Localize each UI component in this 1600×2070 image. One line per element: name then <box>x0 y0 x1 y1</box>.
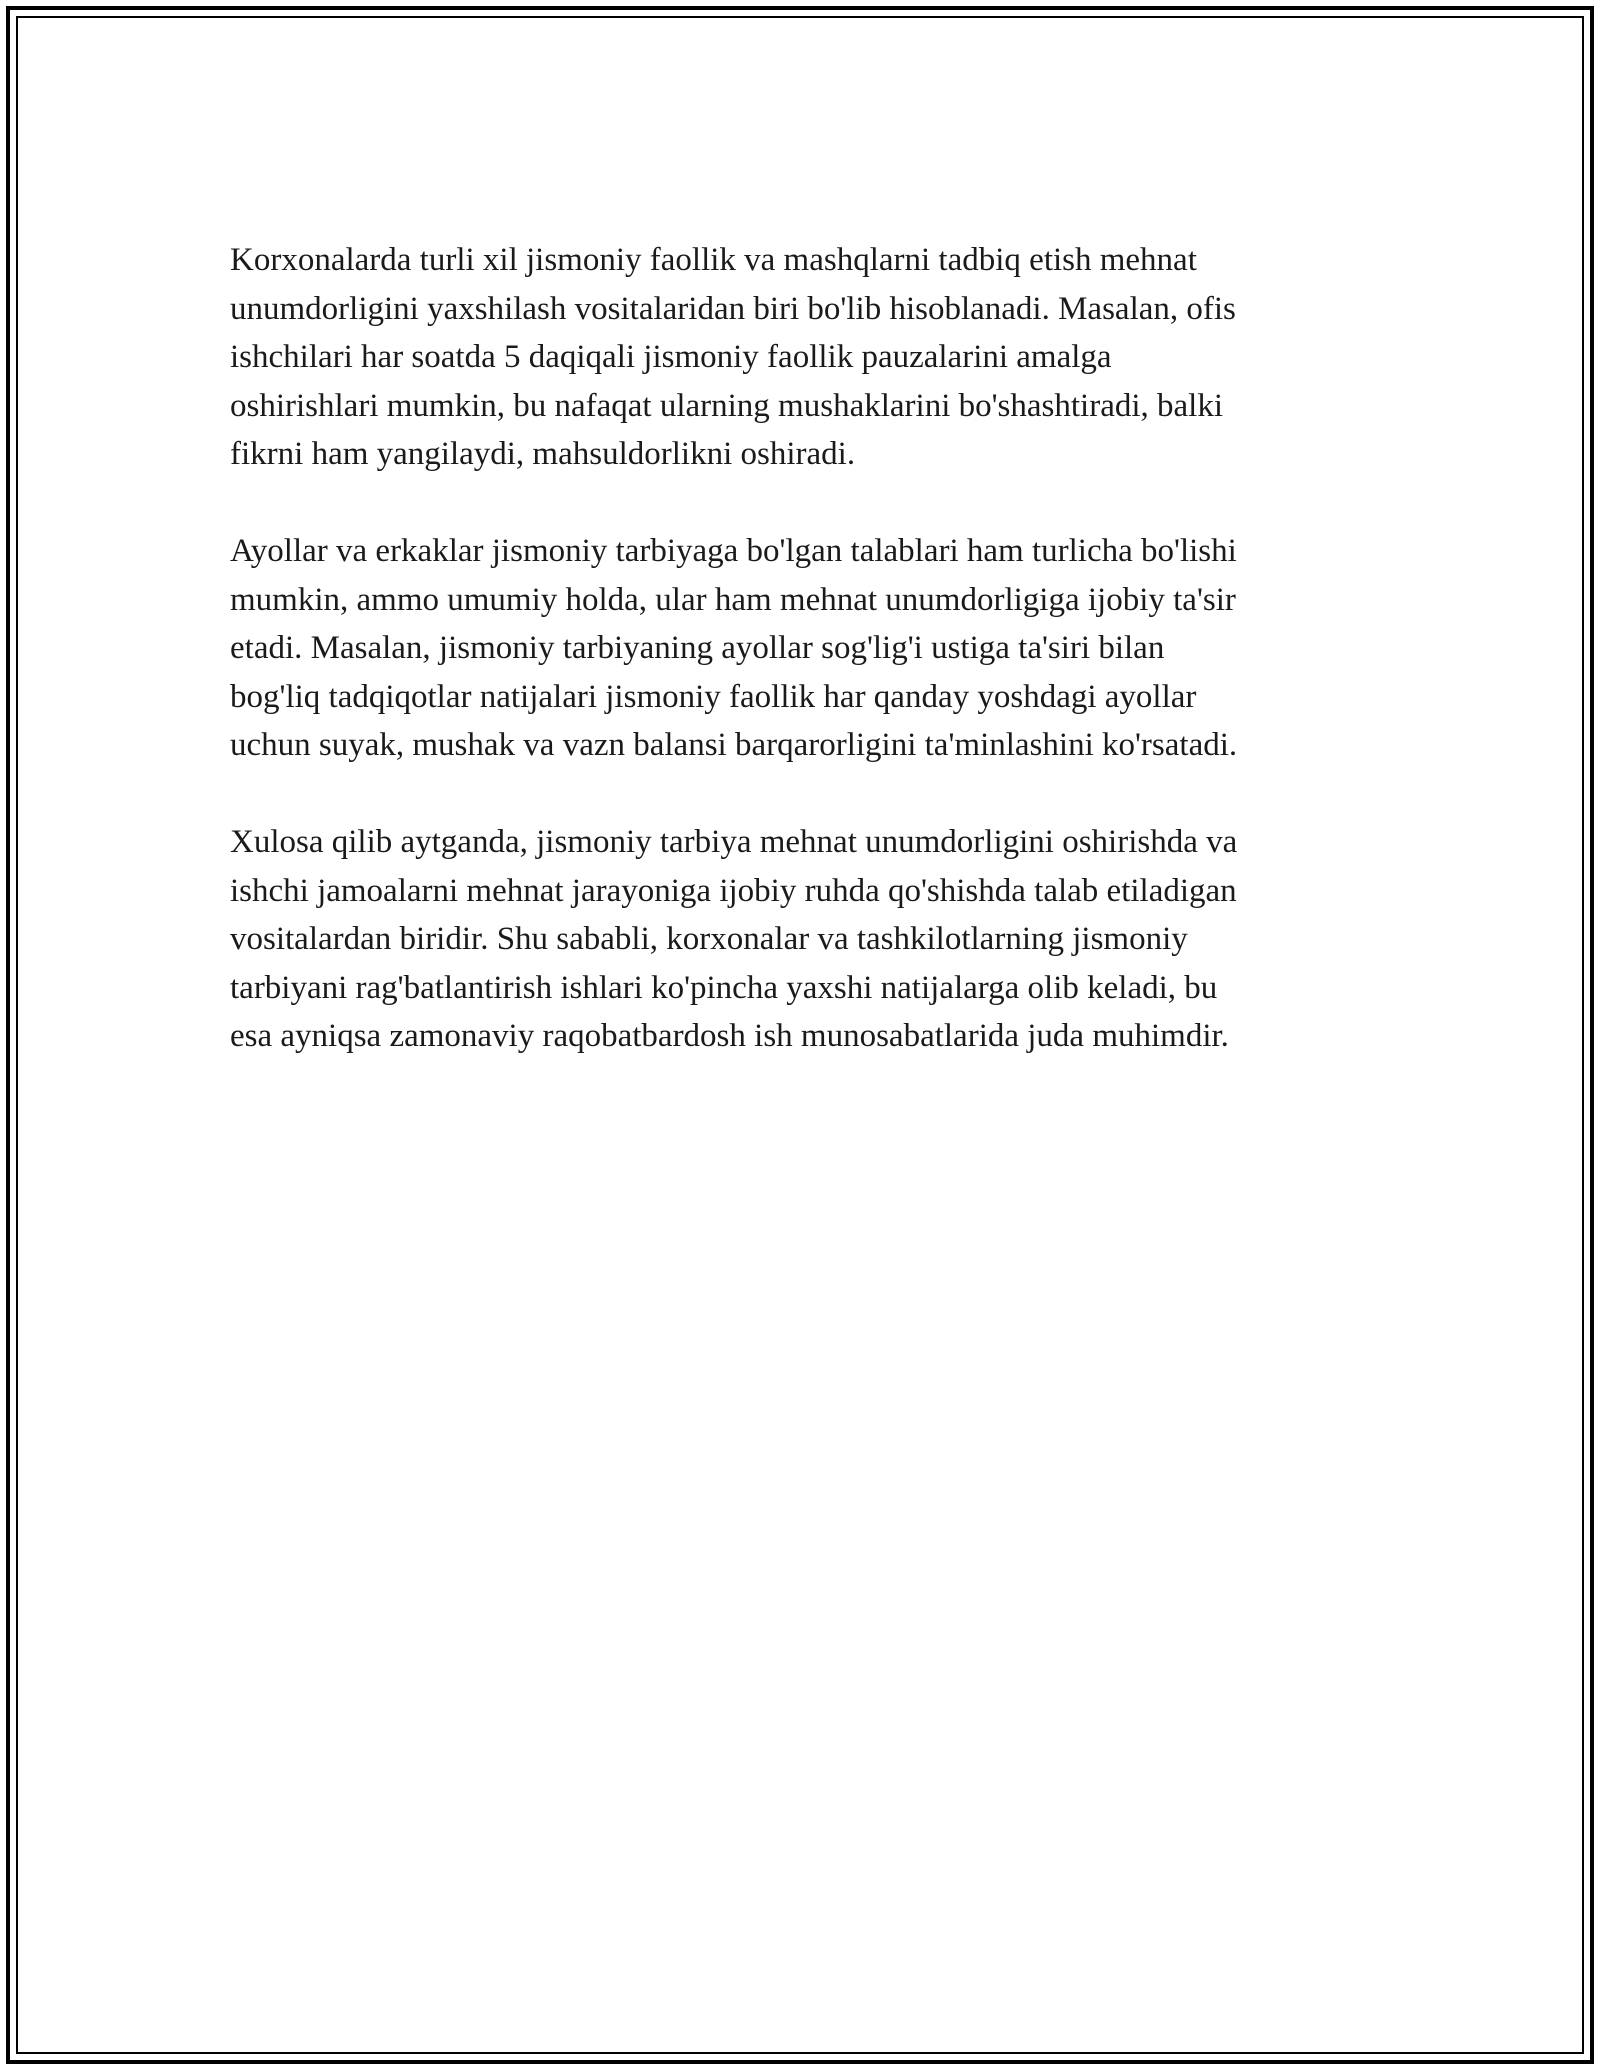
document-body <box>230 236 1380 1109</box>
document-page <box>6 6 1594 2064</box>
paragraph-3: Xulosa qilib aytganda, jismoniy tarbiya mehnat unumdorligini oshirishda va ishchi jamoalarni mehnat jarayoniga ijobiy ruhda qo'shishda talab etiladigan vositalardan biridir. Shu sababli, korxonalar va tashkilotlarning jismoniy tarbiyani rag'batlantirish ishlari ko'pincha yaxshi natijalarga olib keladi, bu esa ayniqsa zamonaviy raqobatbardosh ish munosabatlarida juda muhimdir. <box>230 824 1238 1054</box>
paragraph-2: Ayollar va erkaklar jismoniy tarbiyaga bo'lgan talablari ham turlicha bo'lishi mumkin, ammo umumiy holda, ular ham mehnat unumdorligiga ijobiy ta'sir etadi. Masalan, jismoniy tarbiyaning ayollar sog'lig'i ustiga ta'siri bilan bog'liq tadqiqotlar natijalari jismoniy faollik har qanday yoshdagi ayollar uchun suyak, mushak va vazn balansi barqarorligini ta'minlashini ko'rsatadi. <box>230 533 1238 763</box>
paragraph-1: Korxonalarda turli xil jismoniy faollik va mashqlarni tadbiq etish mehnat unumdorligini yaxshilash vositalaridan biri bo'lib hisoblanadi. Masalan, ofis ishchilari har soatda 5 daqiqali jismoniy faollik pauzalarini amalga oshirishlari mumkin, bu nafaqat ularning mushaklarini bo'shashtiradi, balki fikrni ham yangilaydi, mahsuldorlikni oshiradi. <box>230 242 1236 472</box>
